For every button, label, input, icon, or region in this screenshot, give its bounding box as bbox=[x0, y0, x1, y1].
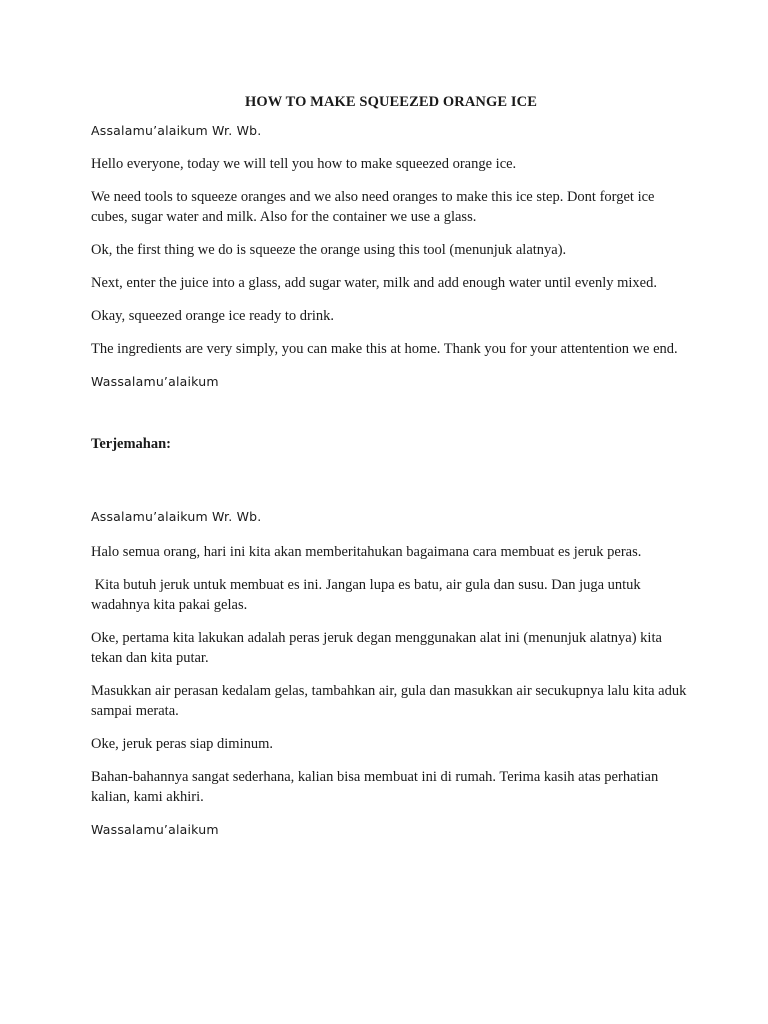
indonesian-greeting: Assalamu’alaikum Wr. Wb. bbox=[91, 509, 262, 524]
indonesian-paragraph-intro: Halo semua orang, hari ini kita akan memberitahukan bagaimana cara membuat es jeruk peras. bbox=[91, 544, 642, 560]
english-paragraph-intro: Hello everyone, today we will tell you how to make squeezed orange ice. bbox=[91, 156, 517, 172]
english-paragraph-step-one: Ok, the first thing we do is squeeze the orange using this tool (menunjuk alatnya). bbox=[91, 242, 567, 258]
indonesian-farewell: Wassalamu’alaikum bbox=[91, 822, 219, 837]
english-greeting: Assalamu’alaikum Wr. Wb. bbox=[91, 123, 262, 138]
english-paragraph-closing: The ingredients are very simply, you can make this at home. Thank you for your attentention we end. bbox=[91, 341, 678, 357]
document-title: HOW TO MAKE SQUEEZED ORANGE ICE bbox=[245, 94, 537, 110]
english-paragraph-step-two: Next, enter the juice into a glass, add sugar water, milk and add enough water until evenly mixed. bbox=[91, 275, 657, 291]
indonesian-paragraph-tools: Kita butuh jeruk untuk membuat es ini. Jangan lupa es batu, air gula dan susu. Dan juga untuk wadahnya kita pakai gelas. bbox=[91, 577, 645, 613]
english-farewell: Wassalamu’alaikum bbox=[91, 374, 219, 389]
translation-heading: Terjemahan: bbox=[91, 436, 172, 452]
indonesian-paragraph-step-one: Oke, pertama kita lakukan adalah peras jeruk degan menggunakan alat ini (menunjuk alatnya) kita tekan dan kita putar. bbox=[91, 630, 662, 666]
indonesian-paragraph-ready: Oke, jeruk peras siap diminum. bbox=[91, 736, 274, 752]
indonesian-paragraph-step-two: Masukkan air perasan kedalam gelas, tambahkan air, gula dan masukkan air secukupnya lalu kita aduk sampai merata. bbox=[91, 683, 687, 719]
indonesian-paragraph-closing: Bahan-bahannya sangat sederhana, kalian bisa membuat ini di rumah. Terima kasih atas perhatian kalian, kami akhiri. bbox=[91, 769, 659, 805]
english-paragraph-tools: We need tools to squeeze oranges and we also need oranges to make this ice step. Dont forget ice cubes, sugar water and milk. Also for the container we use a glass. bbox=[91, 189, 655, 225]
document-body bbox=[91, 94, 691, 840]
english-paragraph-ready: Okay, squeezed orange ice ready to drink. bbox=[91, 308, 335, 324]
